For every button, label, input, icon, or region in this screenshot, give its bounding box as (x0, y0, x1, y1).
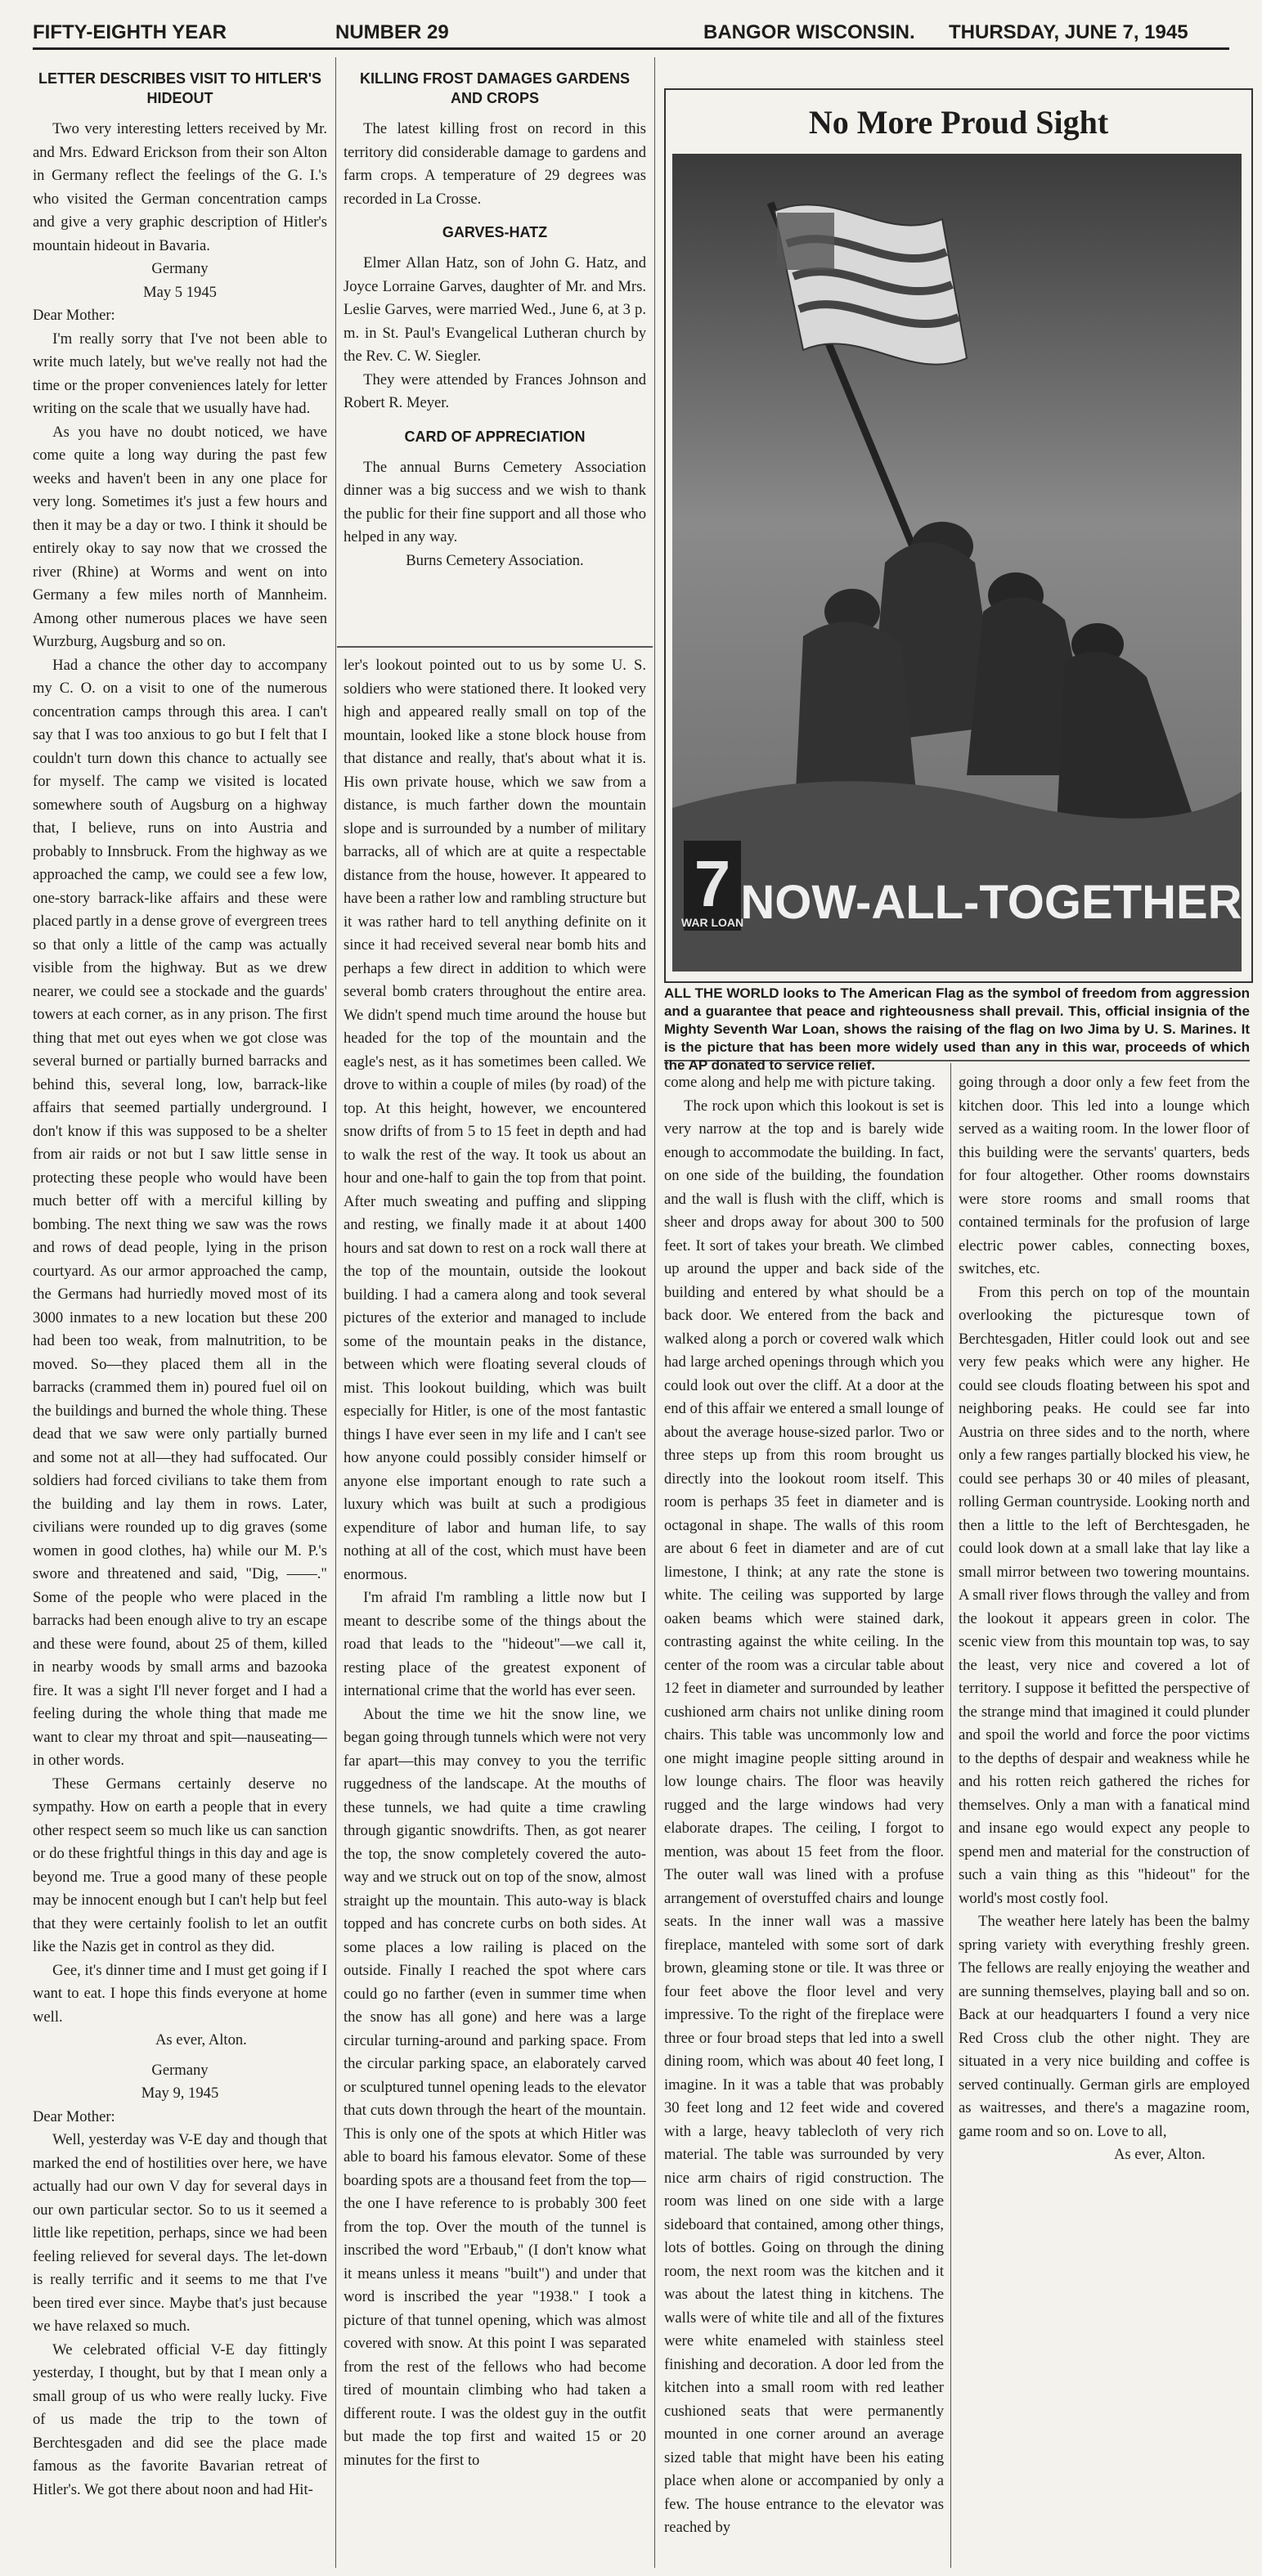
letter-paragraph: I'm afraid I'm rambling a little now but I meant to describe some of the things about the road that leads to the "hideout"—we call it, resting place of the greatest exponent of international crime that the world has ever seen. (344, 1589, 646, 1699)
frost-headline: KILLING FROST DAMAGES GARDENS AND CROPS (359, 70, 630, 106)
dateline-date: May 9, 1945 (141, 2085, 219, 2102)
appreciation-headline: CARD OF APPRECIATION (404, 428, 586, 445)
letter-paragraph: Gee, it's dinner time and I must get going if I want to eat. I hope this finds everyone at home well. (33, 1961, 327, 2026)
letter-paragraph: The rock upon which this lookout is set is very narrow at the top and is barely wide enough to accommodate the building. In fact, on one side of the building, the foundation and the wall is flush with the cliff, which is sheer and drops away for about 300 to 500 feet. It sort of takes your breath. We climbed up around the upper and back side of the building and entered by what should be a back door. We entered from the back and walked along a porch or covered walk which had large arched openings through which you could look out over the cliff. At a door at the end of this affair we entered a small lounge of about the average house-sized parlor. Two or three steps up from this room brought us directly into the lookout room itself. This room is perhaps 35 feet in diameter and is octagonal in shape. The walls of this room are about 6 feet in diameter and are of cut limestone, I think; at any rate the stone is white. The ceiling was supported by large oaken beams which were stained dark, contrasting against the white ceiling. In the center of the room was a circular table about 12 feet in diameter and surrounded by leather cushioned arm chairs not unlike dining room chairs. This table was uncommonly low and one might imagine people sitting around in low lounge chairs. The floor was heavily rugged and the large windows had very elaborate drapes. The ceiling, I forgot to mention, was about 15 feet from the floor. The outer wall was lined with a profuse arrangement of overstuffed chairs and lounge seats. In the inner wall was a massive fireplace, manteled with some sort of dark brown, gleaming stone or tile. It was three or four feet above the floor level and very impressive. To the right of the fireplace were three or four broad steps that led into a swell dining room, which was about 40 feet long, I imagine. In it was a table that was probably 30 feet long and 12 feet wide and covered with a large, heavy tablecloth of very rich material. The table was surrounded by very nice arm chairs of rigid construction. The room was lined on one side with a large sideboard that contained, among other things, lots of bottles. Going on through the dining room, the next room was the kitchen and it was about the latest thing in kitchens. The walls were of white tile and all of the fixtures were white enameled with stainless steel finishing and decoration. A door led from the kitchen into a small room with red leather cushioned seats that were permanently mounted in one corner around an average sized table that might have been his eating place when alone or accompanied by only a few. The house entrance to the elevator was reached by (664, 1097, 944, 2536)
section-rule (337, 646, 653, 648)
wedding-attendants: They were attended by Frances Johnson and Robert R. Meyer. (344, 370, 646, 411)
column-rule (950, 1063, 951, 2568)
letter-paragraph: These Germans certainly deserve no sympathy. How on earth a people that in every other respect seem so much like us can sanction or do these frightful things in this day and age is beyond me. True a good many of these people may be innocent enough but I can't help but feel that they were certainly foolish to let an outfit like the Nazis get in control as they did. (33, 1775, 327, 1955)
poster-war-loan: WAR LOAN (680, 916, 744, 929)
letter-column-3 (664, 1071, 944, 2568)
salutation: Dear Mother: (33, 307, 115, 324)
feature-title: No More Proud Sight (808, 104, 1109, 141)
column-rule (654, 57, 655, 2568)
letter-paragraph: Had a chance the other day to accompany my C. O. on a visit to one of the numerous concentration camps through this area. I can't say that I was too anxious to go but I felt that I couldn't turn down this chance to actually see for myself. The camp we visited is located somewhere south of Augsburg on a highway that, I believe, runs on into Austria and probably to Innsbruck. From the highway as we approached the camp, we could see a few low, one-story barrack-like affairs and these were placed partly in a dense grove of evergreen trees so that only a little of the camp was actually visible from the highway. But as we drew nearer, we could see a stockade and the guards' towers at each corner, as in any prison. The first thing that met out eyes when we got close was several burned or partially burned barracks and behind this, several long, low, barrack-like affairs that seemed partially underground. I don't know if this was supposed to be a shelter from air raids or not but I saw little sense in protecting these people who would have been much better off with a merciful killing by bombing. The next thing we saw was the rows and rows of dead people, lying in the prison courtyard. As our armor approached the camp, the Germans had hurriedly moved most of its 3000 inmates to a new location but these 200 had been too weak, from malnutrition, to be moved. So—they placed them all in the barracks (crammed them in) poured fuel oil on the buildings and burned the whole thing. These dead that we saw were only partially burned and some not at all—they had suffocated. Our soldiers had forced civilians to take them from the building and lay them in rows. Later, civilians were rounded up to dig graves (some women in good clothes, ha) while our M. P.'s swore and threatened and said, "Dig, ——." Some of the people who were placed in the barracks had been enough alive to try an escape and these were found, about 25 of them, killed in nearby woods by small arms and bazooka fire. It was a sight I'll never forget and I had a feeling during the whole thing that made me want to clear my throat and spit—nauseating—in other words. (33, 656, 327, 1769)
masthead (33, 15, 1229, 50)
letter-paragraph: ler's lookout pointed out to us by some U. S. soldiers who were stationed there. It looked very high and appeared really small on top of the mountain, looked like a stone block house from that distance and really, that's about what it is. His own private house, which we saw from a distance, is much farther down the mountain slope and is surrounded by a number of military barracks, all of which are at quite a respectable distance from the house, however. It appeared to have been a rather low and rambling structure but it was rather hard to tell anything definite on it since it had received several near bomb hits and perhaps a few direct in addition to which were several bomb craters throughout the entire area. We didn't spend much time around the house but headed for the top of the mountain and the eagle's nest, as it has sometimes been called. We drove to within a couple of miles (by road) of the top. At this height, however, we encountered snow drifts of from 5 to 15 feet in depth and had to walk the rest of the way. It took us about an hour and one-half to gain the top from that point. After much sweating and puffing and slipping and resting, we finally made it at about 1400 hours and sat down to rest on a rock wall there at the top of the mountain, outside the lookout building. I had a camera along and took several pictures of the exterior and managed to include some of the mountain peaks in the distance, between which were floating several clouds of mist. This lookout building, which was built especially for Hitler, is one of the most fantastic things I have ever seen in my life and I can't see how anyone could possibly consider himself or anyone else important enough to rate such a luxury which was built at such a prodigious expenditure of labor and human life, to say nothing at all of the cost, which must have been enormous. (344, 657, 646, 1583)
frost-body: The latest killing frost on record in this territory did considerable damage to gardens and farm crops. A temperature of 29 degrees was recorded in La Crosse. (344, 120, 646, 208)
letter-intro: Two very interesting letters received by Mr. and Mrs. Edward Erickson from their son Alton in Germany reflect the feelings of the G. I.'s who visited the German concentration camps and give a very graphic description of Hitler's mountain hideout in Bavaria. (33, 120, 327, 254)
letter-signoff: As ever, Alton. (155, 2031, 247, 2049)
masthead-year: FIFTY-EIGHTH YEAR (33, 21, 227, 43)
salutation: Dear Mother: (33, 2107, 115, 2125)
masthead-number: NUMBER 29 (335, 21, 449, 43)
poster-number: 7 (694, 847, 731, 920)
letter-column-2 (344, 654, 646, 2568)
masthead-place: BANGOR WISCONSIN. (703, 21, 915, 43)
letter-headline: LETTER DESCRIBES VISIT TO HITLER'S HIDEOUT (38, 70, 321, 106)
short-items-column (344, 64, 646, 640)
letter-paragraph: come along and help me with picture taking. (664, 1074, 936, 1091)
letter-paragraph: As you have no doubt noticed, we have come quite a long way during the past few weeks and haven't been in any one place for very long. Sometimes it's just a few hours and then it may be a day or two. I think it should be entirely okay to say now that we crossed the river (Rhine) at Worms and went on into Germany a few miles north of Mannheim. Among other numerous places we have seen Wurzburg, Augsburg and so on. (33, 423, 327, 650)
photo-caption: ALL THE WORLD looks to The American Flag as the symbol of freedom from aggression and a guarantee that peace and righteousness shall prevail. This, official insignia of the Mighty Seventh War Loan, shows the raising of the flag on Iwo Jima by U. S. Marines. It is the picture that has been more widely used than any in this war, proceeds of which the AP donated to service relief. (664, 985, 1250, 1073)
dateline-place: Germany (151, 2061, 209, 2079)
wedding-headline: GARVES-HATZ (442, 224, 548, 240)
letter-column-4 (959, 1071, 1250, 2568)
letter-paragraph: The weather here lately has been the balmy spring variety with everything freshly green. The fellows are really enjoying the weather and are sunning themselves, playing ball and so on. Back at our headquarters I found a very nice Red Cross club the other night. They are situated in a very nice building and coffee is served continually. German girls are employed as waitresses, and there's a magazine room, game room and so on. Love to all, (959, 1913, 1250, 2140)
letter-paragraph: We celebrated official V-E day fittingly yesterday, I thought, but by that I mean only a small group of us who were really lucky. Five of us made the trip to the town of Berchtesgaden and did see the place made famous as the favorite Bavarian retreat of Hitler's. We got there about noon and had Hit- (33, 2340, 327, 2498)
feature-photo-box (664, 88, 1253, 983)
poster-slogan: NOW-ALL-TOGETHER (740, 876, 1242, 929)
dateline-place: Germany (151, 260, 209, 277)
letter-paragraph: I'm really sorry that I've not been able to write much lately, but we've really not had the time or the proper conveniences lately for letter writing on the scale that we usually have had. (33, 330, 327, 417)
poster-illustration (672, 154, 1242, 972)
letter-paragraph: going through a door only a few feet from the kitchen door. This led into a lounge which served as a waiting room. In the lower floor of this building were the servants' quarters, beds for four altogether. Other rooms downstairs were store rooms and small rooms that contained terminals for the profusion of large electric power cables, connecting boxes, switches, etc. (959, 1074, 1250, 1277)
letter-paragraph: About the time we hit the snow line, we began going through tunnels which were not very far apart—this may convey to you the terrific ruggedness of the landscape. At the mouths of these tunnels, we had quite a time crawling through gigantic snowdrifts. Then, as got nearer the top, the snow completely covered the auto-way and we struck out on top of the snow, almost straight up the mountain. This auto-way is black topped and has concrete curbs on both sides. At some places a low railing is placed on the outside. Finally I reached the spot where cars could go no farther (even in summer time when the snow has all gone) and here was a large circular turning-around and parking space. From the circular parking space, an elaborately carved or sculptured tunnel opening leads to the elevator that cuts down through the heart of the mountain. This is only one of the spots at which Hitler was able to board his famous elevator. Some of these boarding spots are a thousand feet from the top—the one I have reference to is probably 300 feet from the top. Over the mouth of the tunnel is inscribed the word "Erbaub," (I don't know what it means unless it means "built") and under that word is inscribed the year "1938." I took a picture of that tunnel opening, which was almost covered with snow. At this point I was separated from the rest of the fellows who had become tired of mountain climbing who had taken a different route. I was the oldest guy in the outfit but made the top first and waited 15 or 20 minutes for the first to (344, 1705, 646, 2469)
iwo-jima-photo (672, 154, 1242, 972)
letter-column-1 (33, 64, 327, 2566)
letter-signoff: As ever, Alton. (1114, 2146, 1206, 2163)
dateline-date: May 5 1945 (143, 283, 217, 301)
column-rule (335, 57, 336, 2568)
letter-paragraph: Well, yesterday was V-E day and though that marked the end of hostilities over here, we have actually had our own V day for several days in our own particular sector. So to us it seemed a little like repetition, perhaps, since we had been feeling relieved for several days. The let-down is really terrific and it seems to me that I've been tired ever since. Maybe that's just because we have relaxed so much. (33, 2131, 327, 2335)
appreciation-signature: Burns Cemetery Association. (406, 551, 584, 569)
wedding-body: Elmer Allan Hatz, son of John G. Hatz, and Joyce Lorraine Garves, daughter of Mr. and Mrs. Leslie Garves, were married Wed., June 6, at 3 p. m. in St. Paul's Evangelical Lutheran church by the Rev. C. W. Siegler. (344, 254, 646, 365)
appreciation-body: The annual Burns Cemetery Association dinner was a big success and we wish to thank the public for their fine support and all those who helped in any way. (344, 458, 646, 545)
letter-paragraph: From this perch on top of the mountain overlooking the picturesque town of Berchtesgaden, Hitler could look out and see very few peaks which were any higher. He could see clouds floating between his spot and neighboring peaks. He could see far into Austria on three sides and to the north, where only a few ranges partially blocked his view, he could see perhaps 30 or 40 miles of pleasant, rolling German countryside. Looking north and then a little to the left of Berchtesgaden, he could look down at a small lake that lay like a small mirror between two towering mountains. A small river flows through the valley and from the lookout it appears green in color. The scenic view from this mountain top was, to say the least, very nice and covered a lot of territory. I suppose it befitted the perspective of the strange mind that imagined it could plunder and spoil the world and force the poor victims to the depths of despair and weakness while he and his rotten reich gathered the riches for themselves. Only a man with a fanatical mind and insane ego would expect any people to spend men and material for the construction of such a vain thing as this "hideout" for the world's most costly fool. (959, 1283, 1250, 1907)
masthead-date: THURSDAY, JUNE 7, 1945 (949, 21, 1188, 43)
